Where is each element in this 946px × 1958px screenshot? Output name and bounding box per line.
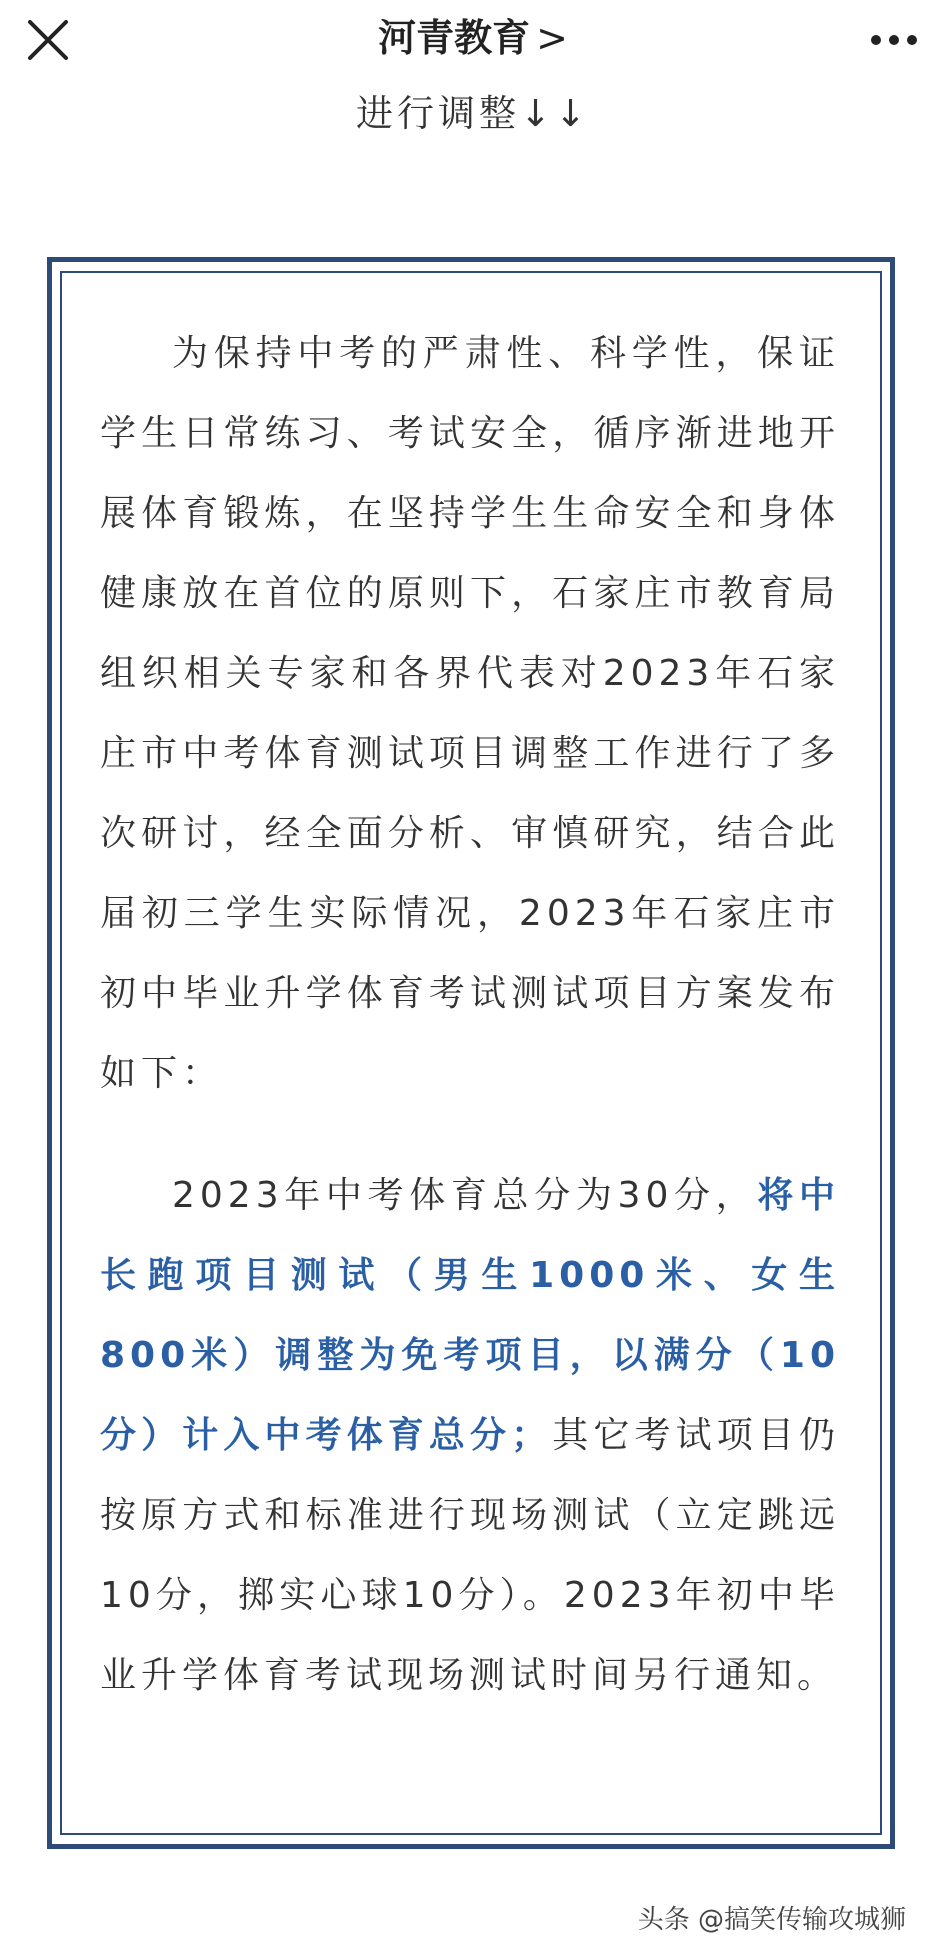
chevron-right-icon: > [536, 16, 568, 60]
top-nav-bar [0, 0, 946, 80]
section-subtitle: 进行调整↓↓ [355, 92, 590, 135]
more-dots-icon [864, 20, 924, 60]
source-watermark: 头条 @搞笑传输攻城狮 [637, 1905, 906, 1935]
article-paragraph-2 [100, 1156, 840, 1716]
paragraph-2-highlight: 将中长跑项目测试（男生1000米、女生800米）调整为免考项目，以满分（10分）计入中考体育总分； [100, 1175, 840, 1456]
article-paragraph-1: 为保持中考的严肃性、科学性，保证学生日常练习、考试安全，循序渐进地开展体育锻炼，在坚持学生生命安全和身体健康放在首位的原则下，石家庄市教育局组织相关专家和各界代表对2023年石家庄市中考体育测试项目调整工作进行了多次研讨，经全面分析、审慎研究，结合此届初三学生实际情况，2023年石家庄市初中毕业升学体育考试测试项目方案发布如下： [100, 333, 840, 1094]
paragraph-2-intro: 2023年中考体育总分为30分， [172, 1175, 758, 1216]
more-button[interactable] [864, 20, 924, 60]
article-content [100, 314, 840, 1716]
paragraph-2-rest: 其它考试项目仍按原方式和标准进行现场测试（立定跳远10分，掷实心球10分）。2023年初中毕业升学体育考试现场测试时间另行通知。 [100, 1415, 840, 1696]
account-name: 河青教育 [378, 16, 531, 60]
account-name-link[interactable] [0, 10, 946, 66]
